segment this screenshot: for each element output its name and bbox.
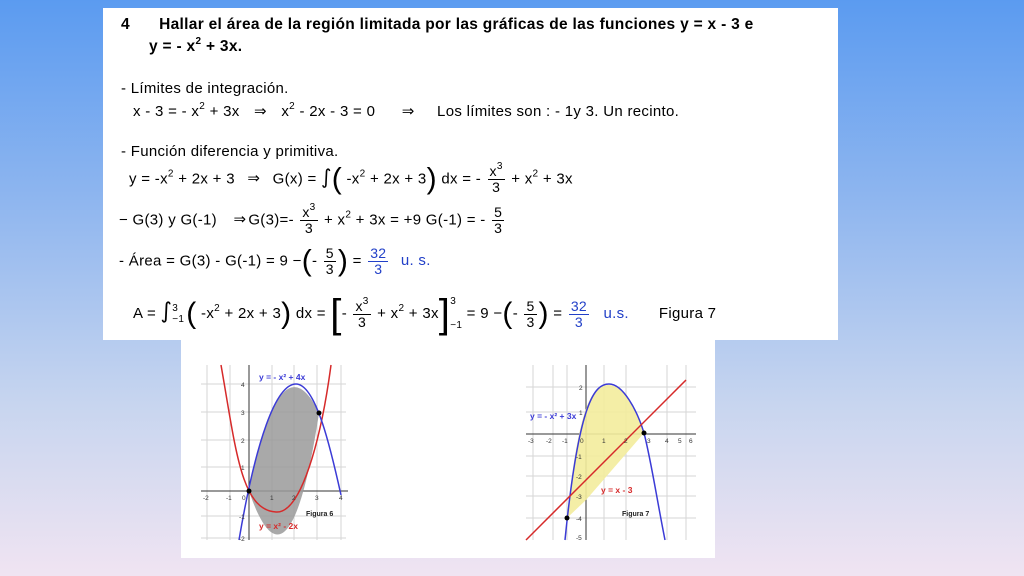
- svg-text:-2: -2: [239, 536, 245, 543]
- figure7-plot: [526, 365, 696, 542]
- area-units: u. s.: [396, 252, 431, 270]
- svg-text:2: 2: [624, 438, 628, 445]
- svg-text:-1: -1: [576, 454, 582, 461]
- implies-icon: ⇒: [254, 102, 267, 120]
- integral-units: u.s.: [599, 304, 629, 322]
- fraction: $\frac{5}{3}$: [526, 297, 535, 330]
- svg-text:4: 4: [339, 495, 343, 502]
- svg-text:3: 3: [647, 438, 651, 445]
- svg-text:2: 2: [579, 385, 583, 392]
- svg-text:2: 2: [292, 495, 296, 502]
- fraction: $\frac{x^3}{3}$: [302, 202, 316, 236]
- svg-text:0: 0: [242, 495, 246, 502]
- svg-text:1: 1: [241, 465, 245, 472]
- svg-text:-1: -1: [226, 495, 232, 502]
- svg-text:-5: -5: [576, 535, 582, 542]
- graphs-svg: [181, 340, 715, 558]
- limits-result: Los límites son : - 1y 3. Un recinto.: [437, 103, 680, 120]
- svg-text:2: 2: [241, 438, 245, 445]
- svg-text:1: 1: [579, 410, 583, 417]
- evaluation-equation: − G(3) y G(-1) ⇒ G(3)=- $\frac{x^3}{3}$ + $x^2 + 3x = +9$ G(-1) = - $\frac{5}{3}$: [119, 202, 503, 236]
- svg-text:1: 1: [270, 495, 274, 502]
- problem-title-line1: [121, 16, 754, 34]
- svg-text:-3: -3: [528, 438, 534, 445]
- limits-heading: - Límites de integración.: [121, 80, 289, 97]
- graphs-panel: [181, 340, 715, 558]
- svg-text:-3: -3: [576, 494, 582, 501]
- svg-text:0: 0: [580, 438, 584, 445]
- svg-text:-4: -4: [576, 516, 582, 523]
- svg-text:5: 5: [678, 438, 682, 445]
- figure6-intersection-point: [247, 489, 252, 494]
- fraction: $\frac{5}{3}$: [325, 245, 334, 277]
- figure6-caption: Figura 6: [306, 511, 334, 518]
- integral-sign-icon: ∫: [321, 164, 332, 189]
- svg-text:1: 1: [602, 438, 606, 445]
- figure-reference: Figura 7: [658, 304, 717, 322]
- fraction: $\frac{x^3}{3}$: [355, 295, 369, 330]
- implies-icon: ⇒: [247, 169, 261, 188]
- definite-integral-equation: A = ∫ 3 −1 ( $-x^2 + 2x + 3$) dx = [- $\frac{x^3}{3}$ + $x^2 + 3x$] 3 −1 = 9 −(- $\frac{5}{3}$ ) = $\frac{32}{3}$ u.s. Figura 7: [133, 292, 717, 336]
- limits-equation: x - 3 = - $x^2 + 3x$ ⇒ $x^2 - 2x - 3 = 0$ ⇒ Los límites son : - 1y 3. Un recinto.: [133, 101, 680, 120]
- figure7-intersection-point: [565, 516, 570, 521]
- svg-text:4: 4: [665, 438, 669, 445]
- primitive-equation: $y = -x^2 + 2x + 3$ ⇒ G(x) = ∫( $-x^2 + 2x + 3$) dx = - $\frac{x^3}{3}$ + $x^2 + 3x$: [129, 161, 573, 196]
- figure6-upper-label: y = - x² + 4x: [259, 372, 306, 382]
- integral-result-fraction: $\frac{32}{3}$: [570, 297, 588, 330]
- figure7-parabola-label: y = - x² + 3x: [530, 411, 577, 421]
- svg-text:6: 6: [689, 438, 693, 445]
- implies-icon: ⇒: [233, 210, 247, 229]
- fraction: $\frac{5}{3}$: [494, 204, 503, 236]
- integral-sign-icon: ∫: [160, 298, 173, 324]
- svg-text:4: 4: [241, 382, 245, 389]
- fraction: $\frac{x^3}{3}$: [489, 161, 503, 195]
- area-equation: - Área = G(3) - G(-1) = 9 −(- $\frac{5}{3}$ ) = $\frac{32}{3}$ u. s.: [119, 244, 431, 278]
- exercise-panel: [103, 8, 838, 340]
- problem-title: Hallar el área de la región limitada por las gráficas de las funciones y = x - 3 e: [159, 16, 754, 33]
- figure6-lower-label: y = x² - 2x: [259, 521, 298, 531]
- area-result-fraction: $\frac{32}{3}$: [370, 245, 387, 277]
- difference-heading: - Función diferencia y primitiva.: [121, 143, 339, 160]
- figure7-caption: Figura 7: [622, 511, 650, 518]
- svg-text:-2: -2: [576, 474, 582, 481]
- figure7-line-label: y = x - 3: [601, 485, 633, 495]
- svg-text:-2: -2: [203, 495, 209, 502]
- svg-text:-1: -1: [562, 438, 568, 445]
- svg-text:3: 3: [241, 410, 245, 417]
- problem-title-line2: y = - $x^2 + 3x$.: [149, 36, 243, 55]
- figure6-plot: [201, 365, 348, 543]
- figure6-intersection-point: [317, 411, 322, 416]
- figure7-intersection-point: [642, 431, 647, 436]
- implies-icon: ⇒: [401, 102, 415, 120]
- svg-text:-1: -1: [239, 514, 245, 521]
- problem-number: 4: [121, 16, 130, 33]
- svg-text:-2: -2: [546, 438, 552, 445]
- svg-text:3: 3: [315, 495, 319, 502]
